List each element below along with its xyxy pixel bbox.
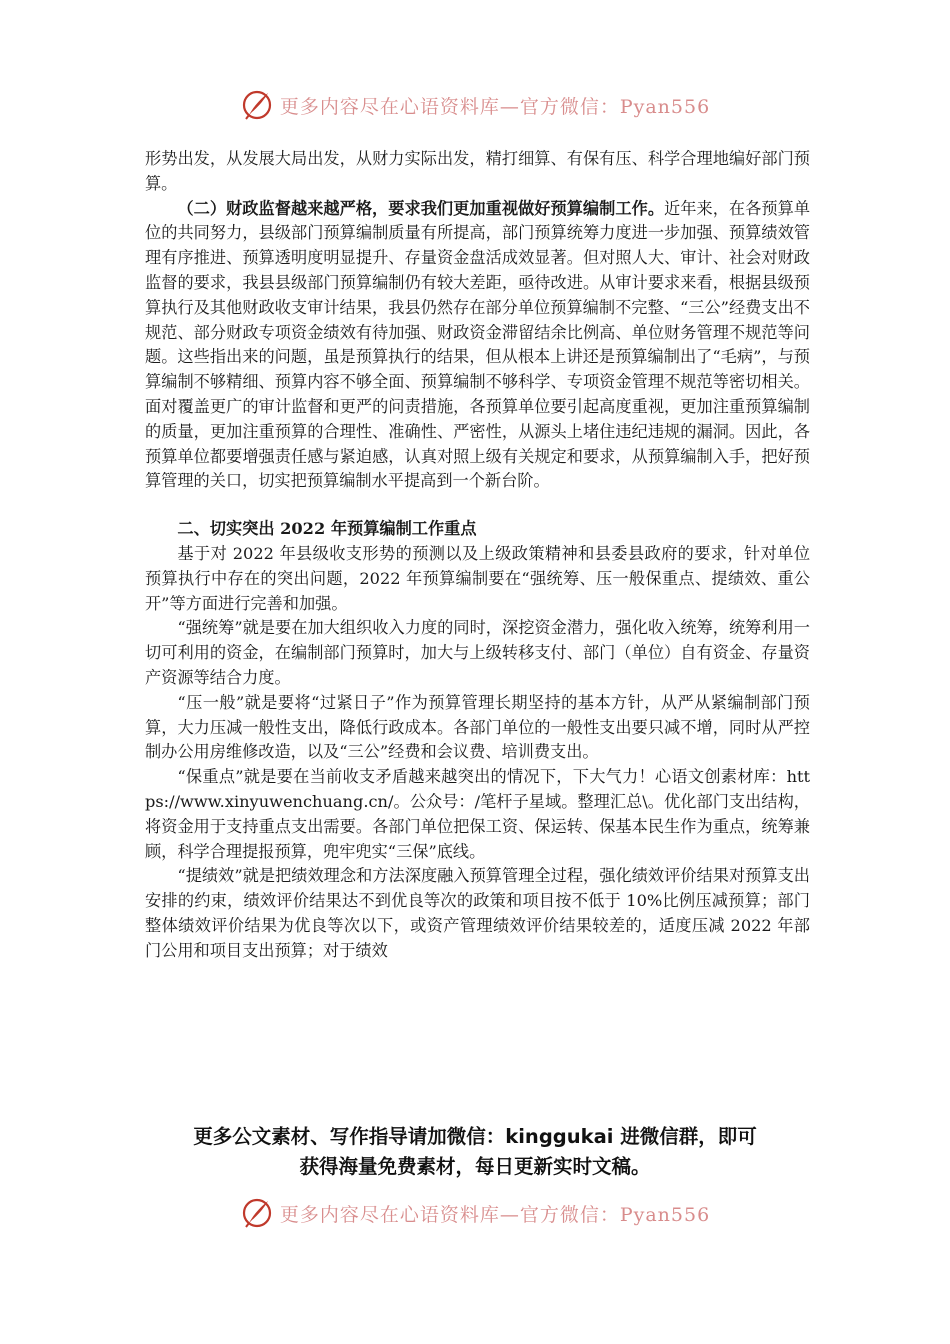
- document-body: [145, 147, 810, 964]
- paragraph: “提绩效”就是把绩效理念和方法深度融入预算管理全过程，强化绩效评价结果对预算支出安排的约束，绩效评价结果达不到优良等次的政策和项目按不低于 10%比例压减预算；部门整体绩效评价结果为优良等次以下，或资产管理绩效评价结果较差的，适度压减 2022 年部门公用和项目支出预算；对于绩效: [145, 866, 810, 960]
- watermark-text: 更多内容尽在心语资料库—官方微信：Pyan556: [279, 95, 711, 118]
- footer-line: 获得海量免费素材，每日更新实时文稿。: [299, 1155, 651, 1178]
- feather-pen-logo-icon: [240, 88, 274, 122]
- footer-watermark: [0, 1196, 950, 1230]
- paragraph: “强统筹”就是要在加大组织收入力度的同时，深挖资金潜力，强化收入统筹，统筹利用一切可利用的资金，在编制部门预算时，加大与上级转移支付、部门（单位）自有资金、存量资产资源等结合力度。: [145, 618, 810, 687]
- header-watermark: [0, 88, 950, 122]
- paragraph: “保重点”就是要在当前收支矛盾越来越突出的情况下，下大气力！心语文创素材库：https://www.xinyuwenchuang.cn/。公众号：/笔杆子星域。整理汇总\。优化部门支出结构，将资金用于支持重点支出需要。各部门单位把保工资、保运转、保基本民生作为重点，统筹兼顾，科学合理提报预算，兜牢兜实“三保”底线。: [145, 767, 810, 861]
- footer-advertisement: [120, 1122, 830, 1182]
- section-heading: 二、切实突出 2022 年预算编制工作重点: [177, 519, 477, 539]
- paragraph: 基于对 2022 年县级收支形势的预测以及上级政策精神和县委县政府的要求，针对单位预算执行中存在的突出问题，2022 年预算编制要在“强统筹、压一般保重点、提绩效、重公开”等方面进行完善和加强。: [145, 543, 810, 613]
- subheading-inline: （二）财政监督越来越严格，要求我们更加重视做好预算编制工作。: [177, 198, 665, 218]
- watermark-text: 更多内容尽在心语资料库—官方微信：Pyan556: [279, 1203, 711, 1226]
- feather-pen-logo-icon: [240, 1196, 274, 1230]
- paragraph-text: 近年来，在各预算单位的共同努力，县级部门预算编制质量有所提高，部门预算统筹力度进一步加强、预算绩效管理有序推进、预算透明度明显提升、存量资金盘活成效显著。但对照人大、审计、社会对财政监督的要求，我县县级部门预算编制仍有较大差距，亟待改进。从审计要求来看，根据县级预算执行及其他财政收支审计结果，我县仍然存在部分单位预算编制不完整、“三公”经费支出不规范、部分财政专项资金绩效有待加强、财政资金滞留结余比例高、单位财务管理不规范等问题。这些指出来的问题，虽是预算执行的结果，但从根本上讲还是预算编制出了“毛病”，与预算编制不够精细、预算内容不够全面、预算编制不够科学、专项资金管理不规范等密切相关。面对覆盖更广的审计监督和更严的问责措施，各预算单位要引起高度重视，更加注重预算编制的质量，更加注重预算的合理性、准确性、严密性，从源头上堵住违纪违规的漏洞。因此，各预算单位都要增强责任感与紧迫感，认真对照上级有关规定和要求，从预算编制入手，把好预算管理的关口，切实把预算编制水平提高到一个新台阶。: [145, 198, 811, 491]
- paragraph: [145, 197, 810, 495]
- paragraph: “压一般”就是要将“过紧日子”作为预算管理长期坚持的基本方针，从严从紧编制部门预算，大力压减一般性支出，降低行政成本。各部门单位的一般性支出要只减不增，同时从严控制办公用房维修改造，以及“三公”经费和会议费、培训费支出。: [145, 692, 810, 762]
- footer-line: 更多公文素材、写作指导请加微信：kinggukai 进微信群，即可: [193, 1125, 757, 1148]
- paragraph: 形势出发，从发展大局出发，从财力实际出发，精打细算、有保有压、科学合理地编好部门预算。: [145, 149, 810, 193]
